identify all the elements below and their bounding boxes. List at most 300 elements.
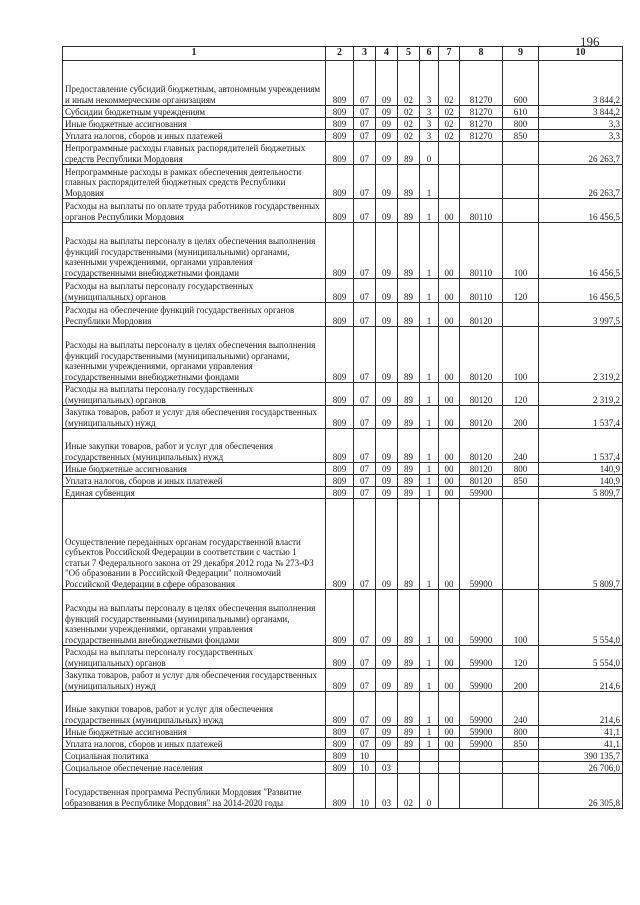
column-header: 10 [539, 47, 623, 61]
row-code-cell: 07 [354, 279, 376, 303]
row-code-cell: 1 [420, 669, 439, 692]
row-code-cell: 809 [326, 726, 354, 738]
row-description: Социальное обеспечение населения [63, 762, 326, 774]
row-code-cell: 81270 [460, 106, 503, 118]
row-code-cell: 09 [376, 118, 398, 130]
row-code-cell: 09 [376, 199, 398, 223]
column-header: 7 [439, 47, 460, 61]
table-row [63, 774, 623, 809]
row-amount: 3 844,2 [539, 106, 623, 118]
row-code-cell: 80120 [460, 383, 503, 406]
column-header: 2 [326, 47, 354, 61]
row-code-cell: 1 [420, 487, 439, 499]
row-code-cell: 809 [326, 738, 354, 750]
row-code-cell: 809 [326, 165, 354, 199]
row-description: Уплата налогов, сборов и иных платежей [63, 738, 326, 750]
row-code-cell: 59900 [460, 590, 503, 646]
row-code-cell: 07 [354, 499, 376, 590]
row-code-cell: 07 [354, 61, 376, 106]
row-code-cell: 09 [376, 429, 398, 463]
row-code-cell: 200 [503, 669, 539, 692]
row-description: Закупка товаров, работ и услуг для обеспечения государственных (муниципальных) нужд [63, 669, 326, 692]
table-row [63, 726, 623, 738]
row-code-cell: 809 [326, 475, 354, 487]
row-description: Иные закупки товаров, работ и услуг для обеспечения государственных (муниципальных) нужд [63, 429, 326, 463]
row-code-cell: 89 [398, 303, 420, 327]
row-code-cell: 59900 [460, 499, 503, 590]
row-code-cell [503, 199, 539, 223]
row-code-cell: 00 [439, 327, 460, 383]
row-code-cell: 1 [420, 646, 439, 669]
row-code-cell: 59900 [460, 646, 503, 669]
row-code-cell [503, 303, 539, 327]
row-amount: 1 537,4 [539, 406, 623, 429]
row-code-cell: 10 [354, 762, 376, 774]
row-code-cell [376, 750, 398, 762]
row-amount: 5 809,7 [539, 499, 623, 590]
row-code-cell: 240 [503, 692, 539, 726]
row-description: Государственная программа Республики Мордовия "Развитие образования в Республике Мордовия" на 2014-2020 годы [63, 774, 326, 809]
row-code-cell: 00 [439, 646, 460, 669]
row-code-cell: 1 [420, 406, 439, 429]
row-code-cell: 89 [398, 738, 420, 750]
row-code-cell: 89 [398, 165, 420, 199]
row-amount: 5 554,0 [539, 646, 623, 669]
column-header: 6 [420, 47, 439, 61]
row-code-cell: 00 [439, 303, 460, 327]
table-row [63, 223, 623, 279]
row-code-cell: 07 [354, 590, 376, 646]
row-code-cell: 3 [420, 118, 439, 130]
row-code-cell: 59900 [460, 487, 503, 499]
row-description: Предоставление субсидий бюджетным, автономным учреждениям и иным некоммерческим организациям [63, 61, 326, 106]
row-code-cell: 89 [398, 487, 420, 499]
row-code-cell [439, 750, 460, 762]
row-amount: 214,6 [539, 692, 623, 726]
table-row [63, 279, 623, 303]
table-row [63, 61, 623, 106]
row-description: Расходы на выплаты по оплате труда работников государственных органов Республики Мордовия [63, 199, 326, 223]
row-amount: 26 305,8 [539, 774, 623, 809]
row-code-cell: 89 [398, 590, 420, 646]
table-row [63, 383, 623, 406]
row-code-cell: 809 [326, 106, 354, 118]
row-code-cell: 600 [503, 61, 539, 106]
table-row [63, 130, 623, 142]
row-code-cell: 1 [420, 726, 439, 738]
row-code-cell: 89 [398, 406, 420, 429]
row-code-cell: 809 [326, 327, 354, 383]
column-header: 9 [503, 47, 539, 61]
row-amount: 390 135,7 [539, 750, 623, 762]
row-code-cell: 1 [420, 738, 439, 750]
row-code-cell: 02 [439, 130, 460, 142]
row-code-cell: 09 [376, 406, 398, 429]
row-code-cell: 09 [376, 61, 398, 106]
row-code-cell: 800 [503, 726, 539, 738]
row-code-cell: 10 [354, 750, 376, 762]
row-amount: 16 456,5 [539, 199, 623, 223]
row-code-cell: 81270 [460, 61, 503, 106]
row-amount: 214,6 [539, 669, 623, 692]
row-code-cell: 809 [326, 406, 354, 429]
row-code-cell: 09 [376, 303, 398, 327]
table-row [63, 406, 623, 429]
row-code-cell: 809 [326, 303, 354, 327]
row-code-cell: 59900 [460, 692, 503, 726]
row-code-cell: 1 [420, 279, 439, 303]
row-code-cell [439, 142, 460, 165]
row-code-cell: 809 [326, 61, 354, 106]
row-code-cell: 100 [503, 327, 539, 383]
row-code-cell: 1 [420, 303, 439, 327]
row-code-cell: 3 [420, 61, 439, 106]
row-code-cell: 610 [503, 106, 539, 118]
row-code-cell: 00 [439, 692, 460, 726]
row-code-cell: 07 [354, 106, 376, 118]
row-code-cell: 850 [503, 475, 539, 487]
row-code-cell [503, 762, 539, 774]
row-code-cell: 120 [503, 279, 539, 303]
row-amount: 5 809,7 [539, 487, 623, 499]
row-code-cell: 09 [376, 383, 398, 406]
row-code-cell: 240 [503, 429, 539, 463]
row-amount: 2 319,2 [539, 383, 623, 406]
row-amount: 3 997,5 [539, 303, 623, 327]
row-code-cell: 02 [439, 61, 460, 106]
row-code-cell: 07 [354, 406, 376, 429]
row-code-cell: 3 [420, 106, 439, 118]
row-code-cell [398, 750, 420, 762]
row-code-cell: 809 [326, 429, 354, 463]
row-amount: 5 554,0 [539, 590, 623, 646]
table-row [63, 303, 623, 327]
row-code-cell: 09 [376, 590, 398, 646]
row-code-cell: 89 [398, 327, 420, 383]
table-row [63, 142, 623, 165]
row-code-cell: 1 [420, 475, 439, 487]
row-code-cell: 00 [439, 487, 460, 499]
row-code-cell: 809 [326, 590, 354, 646]
row-code-cell: 07 [354, 646, 376, 669]
row-code-cell: 809 [326, 383, 354, 406]
table-row [63, 738, 623, 750]
row-code-cell: 09 [376, 463, 398, 475]
row-code-cell: 80110 [460, 279, 503, 303]
table-row [63, 327, 623, 383]
row-code-cell: 07 [354, 692, 376, 726]
row-code-cell [439, 774, 460, 809]
column-header: 5 [398, 47, 420, 61]
row-description: Непрограммные расходы главных распорядителей бюджетных средств Республики Мордовия [63, 142, 326, 165]
row-description: Расходы на выплаты персоналу в целях обеспечения выполнения функций государственными (муниципальными) органами, казенными учреждениями, органами управления государственными внебюджетными фондами [63, 590, 326, 646]
row-code-cell: 120 [503, 646, 539, 669]
table-row [63, 118, 623, 130]
row-description: Иные закупки товаров, работ и услуг для обеспечения государственных (муниципальных) нужд [63, 692, 326, 726]
row-code-cell: 03 [376, 762, 398, 774]
row-amount: 140,9 [539, 475, 623, 487]
column-header: 4 [376, 47, 398, 61]
row-code-cell: 89 [398, 383, 420, 406]
row-description: Расходы на выплаты персоналу в целях обеспечения выполнения функций государственными (муниципальными) органами, казенными учреждениями, органами управления государственными внебюджетными фондами [63, 223, 326, 279]
row-code-cell [503, 499, 539, 590]
row-code-cell: 89 [398, 646, 420, 669]
header-row [63, 47, 623, 61]
table-row [63, 692, 623, 726]
row-code-cell: 02 [398, 130, 420, 142]
table-row [63, 199, 623, 223]
row-code-cell: 809 [326, 774, 354, 809]
row-description: Расходы на выплаты персоналу государственных (муниципальных) органов [63, 279, 326, 303]
row-description: Уплата налогов, сборов и иных платежей [63, 475, 326, 487]
row-code-cell: 07 [354, 118, 376, 130]
row-code-cell: 1 [420, 499, 439, 590]
row-amount: 26 706,0 [539, 762, 623, 774]
row-code-cell: 09 [376, 279, 398, 303]
row-code-cell: 07 [354, 327, 376, 383]
row-code-cell: 89 [398, 279, 420, 303]
row-code-cell: 59900 [460, 669, 503, 692]
row-code-cell [420, 750, 439, 762]
page-number: 196 [580, 34, 600, 49]
row-code-cell: 809 [326, 279, 354, 303]
row-code-cell: 07 [354, 475, 376, 487]
row-code-cell: 89 [398, 223, 420, 279]
table-body [63, 61, 623, 809]
row-code-cell: 00 [439, 463, 460, 475]
row-code-cell: 07 [354, 199, 376, 223]
row-code-cell: 03 [376, 774, 398, 809]
row-code-cell: 120 [503, 383, 539, 406]
table-row [63, 463, 623, 475]
row-code-cell: 07 [354, 487, 376, 499]
row-code-cell: 81270 [460, 118, 503, 130]
row-code-cell: 59900 [460, 726, 503, 738]
row-code-cell: 800 [503, 118, 539, 130]
row-code-cell [503, 142, 539, 165]
row-code-cell: 09 [376, 106, 398, 118]
budget-table [62, 46, 623, 809]
row-code-cell: 02 [439, 118, 460, 130]
row-code-cell: 1 [420, 223, 439, 279]
row-code-cell: 07 [354, 303, 376, 327]
row-code-cell: 07 [354, 429, 376, 463]
row-amount: 26 263,7 [539, 165, 623, 199]
row-code-cell: 1 [420, 692, 439, 726]
row-code-cell: 80110 [460, 199, 503, 223]
table-row [63, 750, 623, 762]
row-code-cell [439, 762, 460, 774]
row-code-cell: 80120 [460, 429, 503, 463]
column-header: 8 [460, 47, 503, 61]
row-code-cell: 1 [420, 165, 439, 199]
row-code-cell: 00 [439, 726, 460, 738]
row-code-cell: 89 [398, 142, 420, 165]
row-code-cell: 07 [354, 463, 376, 475]
row-code-cell: 809 [326, 463, 354, 475]
row-code-cell: 809 [326, 118, 354, 130]
table-row [63, 590, 623, 646]
row-description: Непрограммные расходы в рамках обеспечения деятельности главных распорядителей бюджетных средств Республики Мордовия [63, 165, 326, 199]
row-description: Расходы на выплаты персоналу государственных (муниципальных) органов [63, 646, 326, 669]
row-code-cell: 809 [326, 130, 354, 142]
row-amount: 16 456,5 [539, 223, 623, 279]
row-code-cell [503, 487, 539, 499]
row-code-cell [503, 165, 539, 199]
row-code-cell: 00 [439, 499, 460, 590]
row-code-cell: 0 [420, 142, 439, 165]
column-header: 1 [63, 47, 326, 61]
row-code-cell [503, 750, 539, 762]
row-code-cell: 02 [439, 106, 460, 118]
table-row [63, 499, 623, 590]
row-code-cell: 09 [376, 499, 398, 590]
row-code-cell: 89 [398, 669, 420, 692]
row-description: Расходы на выплаты персоналу государственных (муниципальных) органов [63, 383, 326, 406]
row-amount: 3,3 [539, 118, 623, 130]
row-code-cell: 02 [398, 61, 420, 106]
row-code-cell [439, 165, 460, 199]
row-code-cell [460, 762, 503, 774]
row-code-cell: 09 [376, 669, 398, 692]
row-code-cell: 850 [503, 738, 539, 750]
row-description: Иные бюджетные ассигнования [63, 726, 326, 738]
row-code-cell [420, 762, 439, 774]
row-amount: 26 263,7 [539, 142, 623, 165]
row-code-cell: 09 [376, 142, 398, 165]
table-row [63, 475, 623, 487]
row-amount: 140,9 [539, 463, 623, 475]
table-row [63, 669, 623, 692]
row-amount: 3,3 [539, 130, 623, 142]
row-amount: 3 844,2 [539, 61, 623, 106]
row-code-cell: 89 [398, 726, 420, 738]
row-code-cell: 09 [376, 692, 398, 726]
column-header: 3 [354, 47, 376, 61]
row-code-cell: 81270 [460, 130, 503, 142]
row-code-cell: 00 [439, 738, 460, 750]
row-code-cell: 80110 [460, 223, 503, 279]
row-code-cell: 809 [326, 762, 354, 774]
row-code-cell: 02 [398, 774, 420, 809]
row-code-cell: 89 [398, 463, 420, 475]
row-code-cell: 80120 [460, 463, 503, 475]
row-code-cell: 02 [398, 118, 420, 130]
table-row [63, 165, 623, 199]
table-row [63, 646, 623, 669]
row-code-cell: 07 [354, 669, 376, 692]
row-code-cell: 1 [420, 383, 439, 406]
row-code-cell: 00 [439, 223, 460, 279]
row-code-cell: 1 [420, 327, 439, 383]
row-code-cell: 07 [354, 738, 376, 750]
row-code-cell: 10 [354, 774, 376, 809]
row-code-cell: 07 [354, 223, 376, 279]
row-code-cell: 1 [420, 463, 439, 475]
row-code-cell: 00 [439, 383, 460, 406]
row-code-cell: 809 [326, 646, 354, 669]
row-amount: 1 537,4 [539, 429, 623, 463]
row-code-cell: 00 [439, 406, 460, 429]
row-code-cell: 00 [439, 590, 460, 646]
row-description: Единая субвенция [63, 487, 326, 499]
row-description: Субсидии бюджетным учреждениям [63, 106, 326, 118]
row-code-cell: 00 [439, 669, 460, 692]
row-code-cell: 809 [326, 142, 354, 165]
row-amount: 41,1 [539, 726, 623, 738]
row-code-cell: 09 [376, 223, 398, 279]
row-code-cell: 07 [354, 165, 376, 199]
row-code-cell: 809 [326, 750, 354, 762]
row-code-cell: 07 [354, 383, 376, 406]
row-code-cell: 09 [376, 646, 398, 669]
row-description: Иные бюджетные ассигнования [63, 463, 326, 475]
row-code-cell: 09 [376, 327, 398, 383]
row-code-cell: 09 [376, 738, 398, 750]
row-code-cell: 3 [420, 130, 439, 142]
row-code-cell: 09 [376, 130, 398, 142]
row-description: Уплата налогов, сборов и иных платежей [63, 130, 326, 142]
row-code-cell: 809 [326, 487, 354, 499]
row-description: Расходы на обеспечение функций государственных органов Республики Мордовия [63, 303, 326, 327]
row-code-cell: 1 [420, 590, 439, 646]
row-code-cell: 809 [326, 692, 354, 726]
row-code-cell: 89 [398, 692, 420, 726]
row-code-cell: 100 [503, 223, 539, 279]
row-code-cell: 809 [326, 669, 354, 692]
row-code-cell [503, 774, 539, 809]
row-code-cell: 09 [376, 487, 398, 499]
row-code-cell: 80120 [460, 475, 503, 487]
row-code-cell: 200 [503, 406, 539, 429]
row-code-cell [460, 750, 503, 762]
row-code-cell: 07 [354, 130, 376, 142]
row-code-cell [460, 142, 503, 165]
row-code-cell: 09 [376, 475, 398, 487]
row-code-cell: 850 [503, 130, 539, 142]
table-row [63, 429, 623, 463]
table-row [63, 487, 623, 499]
table-row [63, 106, 623, 118]
row-code-cell: 09 [376, 165, 398, 199]
row-code-cell: 89 [398, 199, 420, 223]
row-code-cell: 59900 [460, 738, 503, 750]
row-code-cell: 1 [420, 429, 439, 463]
row-code-cell: 07 [354, 142, 376, 165]
row-code-cell: 809 [326, 223, 354, 279]
row-amount: 41,1 [539, 738, 623, 750]
row-code-cell [460, 774, 503, 809]
row-description: Социальная политика [63, 750, 326, 762]
row-code-cell: 89 [398, 429, 420, 463]
row-code-cell: 02 [398, 106, 420, 118]
row-code-cell: 00 [439, 475, 460, 487]
row-amount: 2 319,2 [539, 327, 623, 383]
row-code-cell [460, 165, 503, 199]
row-code-cell: 1 [420, 199, 439, 223]
row-code-cell: 89 [398, 499, 420, 590]
row-code-cell: 80120 [460, 327, 503, 383]
row-description: Иные бюджетные ассигнования [63, 118, 326, 130]
row-code-cell: 0 [420, 774, 439, 809]
row-code-cell: 809 [326, 499, 354, 590]
row-code-cell [398, 762, 420, 774]
row-code-cell: 80120 [460, 406, 503, 429]
row-description: Закупка товаров, работ и услуг для обеспечения государственных (муниципальных) нужд [63, 406, 326, 429]
row-code-cell: 00 [439, 199, 460, 223]
row-code-cell: 00 [439, 279, 460, 303]
row-code-cell: 00 [439, 429, 460, 463]
